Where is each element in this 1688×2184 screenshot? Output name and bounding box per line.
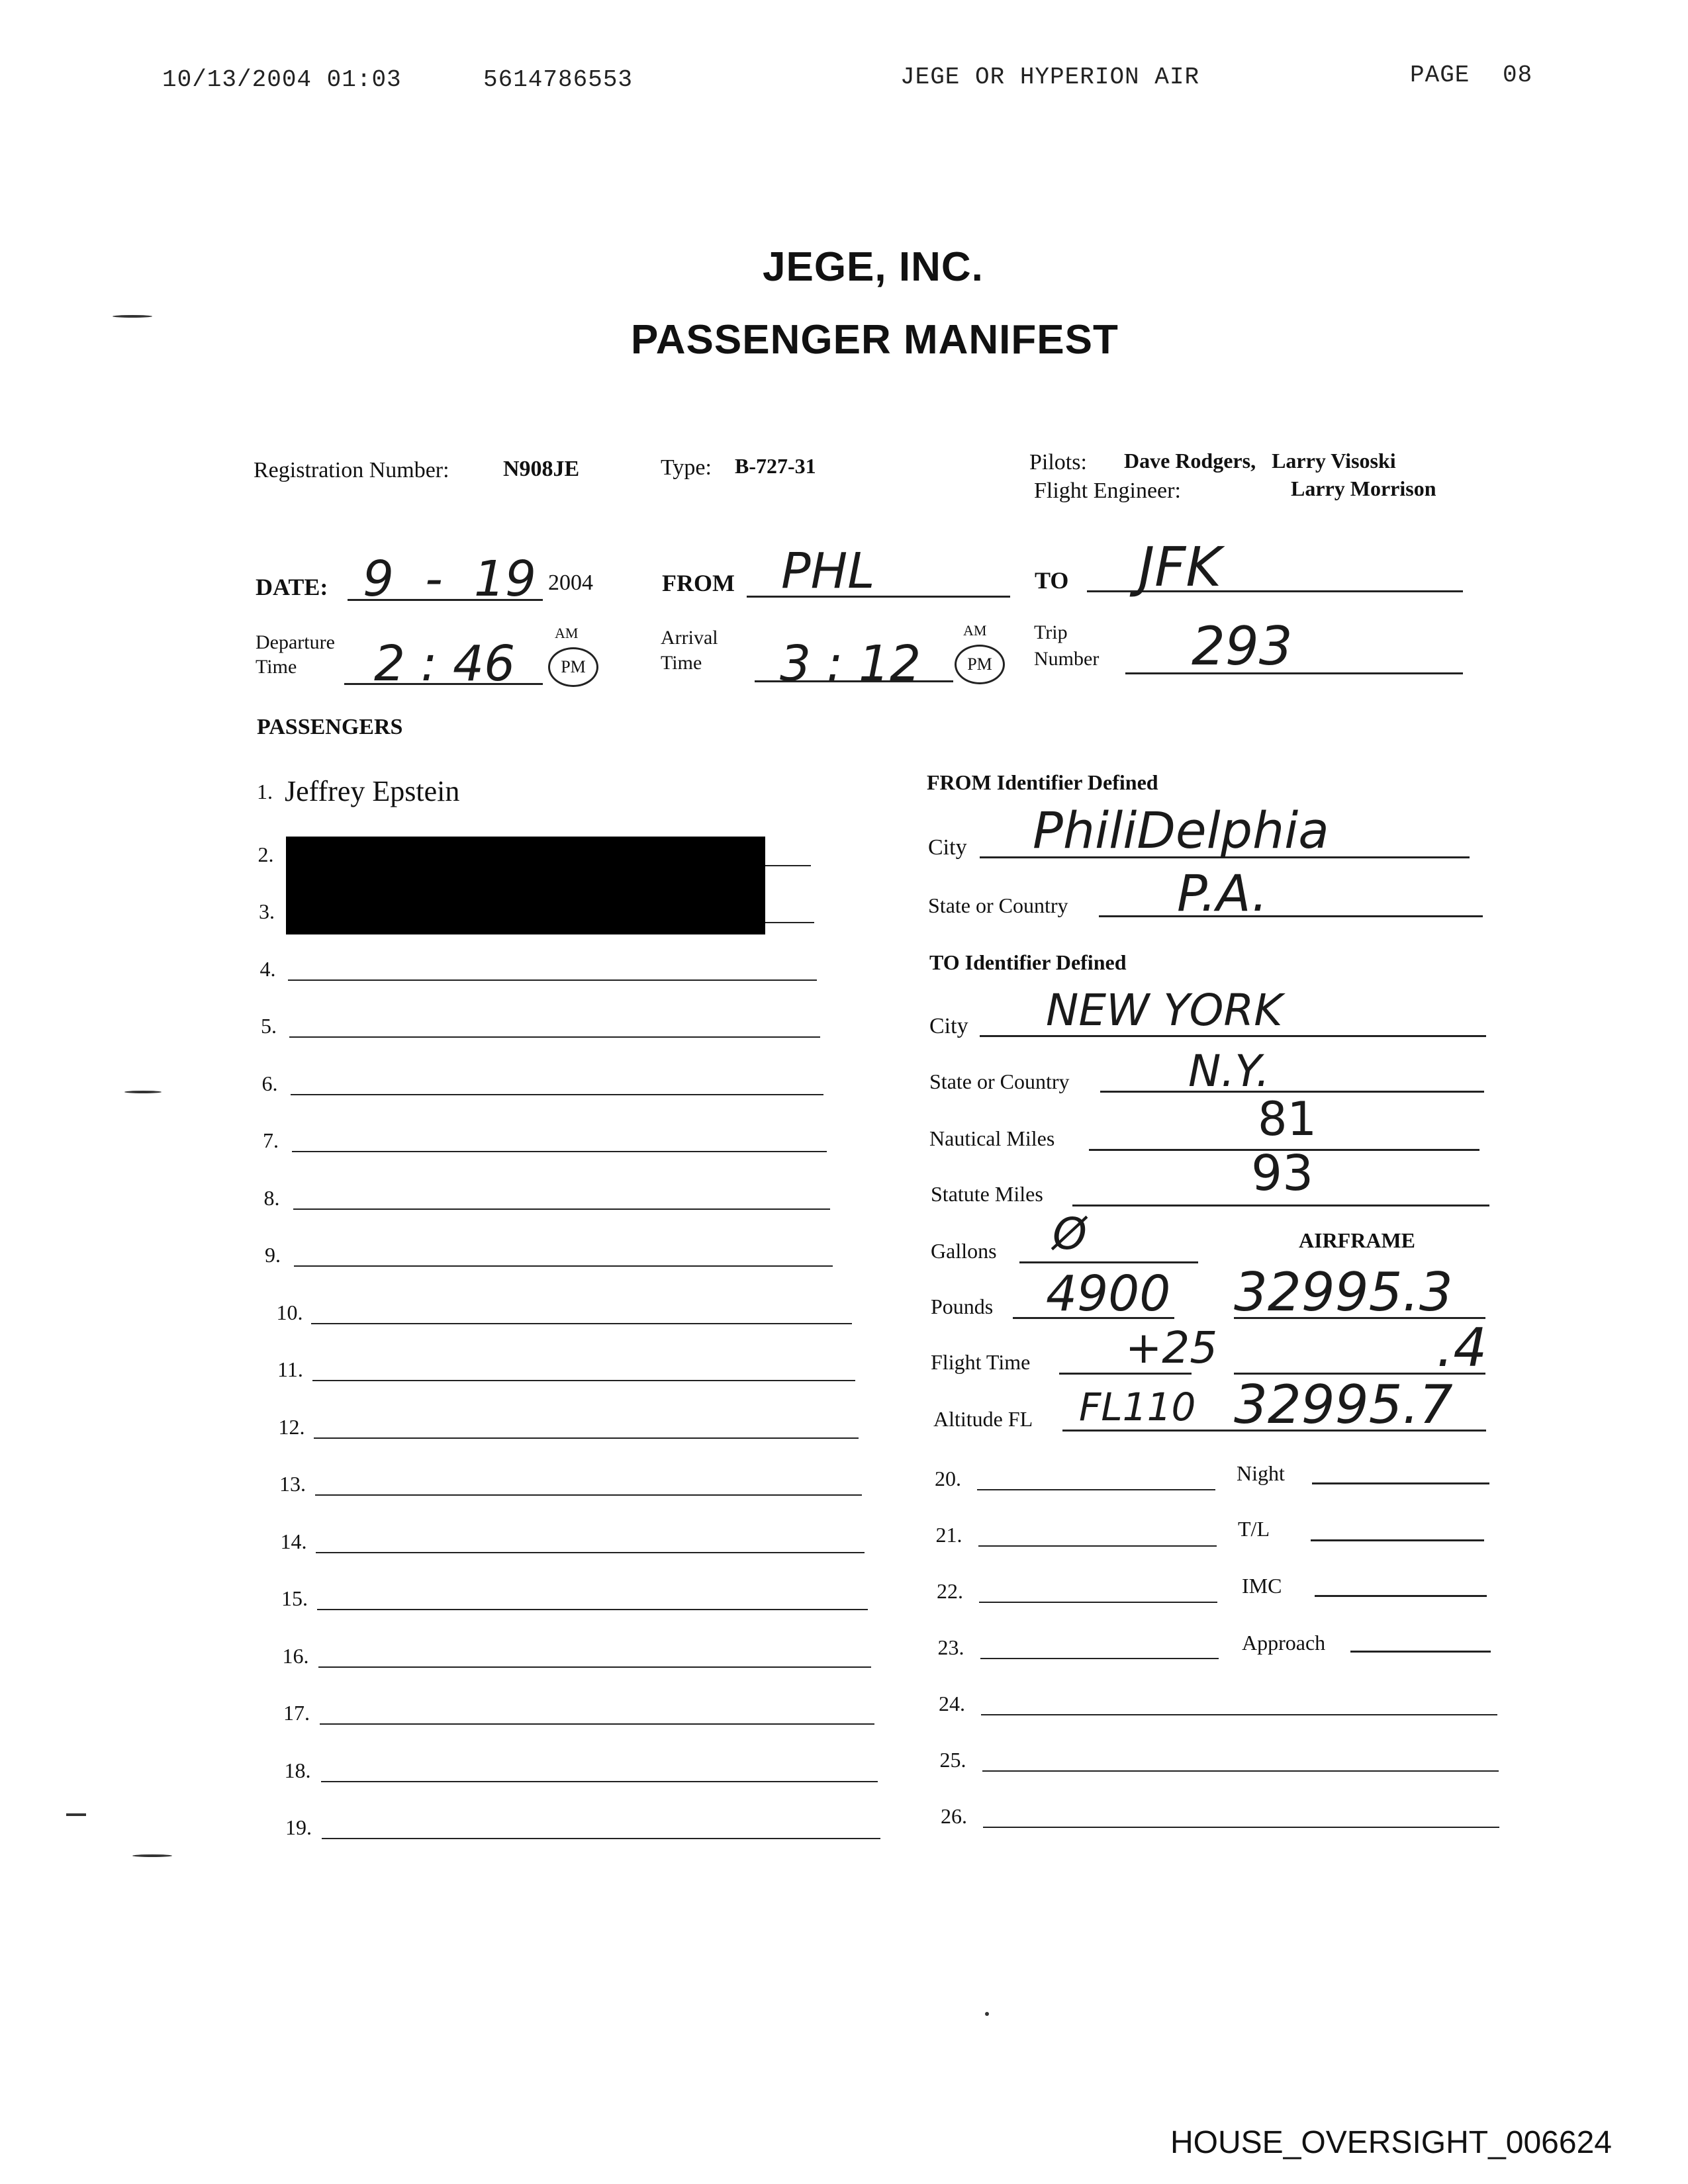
date-year: 2004 <box>548 570 593 595</box>
fax-page-number: 08 <box>1503 62 1533 89</box>
to-state-value: N.Y. <box>1188 1046 1270 1097</box>
passenger-number: 11. <box>277 1357 303 1381</box>
flight-time-value: +25 <box>1125 1322 1218 1373</box>
altitude-value: FL110 <box>1079 1385 1196 1430</box>
passenger-number: 13. <box>279 1472 306 1496</box>
right-row-number: 22. <box>937 1579 963 1603</box>
from-state-value: P.A. <box>1177 864 1268 923</box>
passenger-number: 12. <box>278 1415 305 1439</box>
pilots-value: Dave Rodgers, Larry Visoski <box>1124 449 1396 473</box>
passenger-number: 15. <box>281 1586 308 1610</box>
passenger-line <box>288 979 817 981</box>
tl-line <box>1311 1539 1484 1541</box>
passengers-heading: PASSENGERS <box>257 715 403 739</box>
arrival-value: 3 : 12 <box>780 635 921 692</box>
passenger-number: 4. <box>259 957 276 981</box>
statute-value: 93 <box>1251 1145 1314 1202</box>
passenger-number: 5. <box>261 1014 277 1038</box>
passenger-line <box>322 1838 880 1839</box>
to-label: TO <box>1035 567 1069 594</box>
arrival-pm-circle <box>955 645 1005 684</box>
altitude-label: Altitude FL <box>933 1407 1033 1431</box>
pounds-label: Pounds <box>931 1295 994 1318</box>
passenger-line <box>289 1036 820 1038</box>
right-row-line <box>981 1714 1497 1715</box>
departure-pm: PM <box>561 657 586 676</box>
right-row-line <box>978 1545 1217 1547</box>
pounds-value: 4900 <box>1046 1265 1171 1322</box>
passenger-line <box>316 1552 865 1553</box>
right-row-line <box>983 1827 1499 1828</box>
passenger-number: 8. <box>263 1186 280 1210</box>
fax-page-label: PAGE <box>1410 62 1470 89</box>
departure-label-1: Departure <box>256 631 335 653</box>
passenger-number: 18. <box>284 1758 311 1782</box>
type-label: Type: <box>661 455 712 480</box>
approach-line <box>1350 1651 1491 1653</box>
type-value: B-727-31 <box>735 454 816 478</box>
to-state-label: State or Country <box>929 1069 1070 1093</box>
passenger-line <box>314 1437 859 1439</box>
passenger-line <box>294 1265 833 1267</box>
from-label: FROM <box>662 570 735 596</box>
departure-pm-circle <box>548 647 598 687</box>
passenger-number: 6. <box>261 1071 278 1095</box>
passenger-number: 7. <box>263 1128 279 1152</box>
airframe-1-value: 32995.3 <box>1234 1261 1453 1323</box>
scan-mark <box>66 1813 86 1816</box>
flight-engineer-value: Larry Morrison <box>1291 477 1436 500</box>
passenger-number: 1. <box>257 780 273 803</box>
flight-time-label: Flight Time <box>931 1350 1031 1374</box>
passenger-line <box>315 1494 862 1496</box>
trip-line <box>1125 672 1463 674</box>
date-label: DATE: <box>256 574 328 600</box>
departure-am: AM <box>555 625 579 641</box>
trip-label-2: Number <box>1034 648 1100 670</box>
passenger-name: Jeffrey Epstein <box>285 775 460 807</box>
right-row-number: 21. <box>935 1523 962 1547</box>
right-row-number: 26. <box>941 1804 967 1828</box>
scan-mark <box>985 2012 989 2016</box>
scan-mark <box>113 315 152 318</box>
to-city-label: City <box>929 1014 968 1038</box>
fax-sender: JEGE OR HYPERION AIR <box>900 64 1200 91</box>
company-title: JEGE, INC. <box>763 244 984 290</box>
passenger-line <box>321 1781 878 1782</box>
passenger-line <box>291 1094 823 1095</box>
to-identifier-heading: TO Identifier Defined <box>929 950 1127 974</box>
from-city-label: City <box>928 835 967 860</box>
airframe-3-value: 32995.7 <box>1234 1374 1453 1435</box>
flight-engineer-label: Flight Engineer: <box>1034 478 1181 503</box>
right-row-number: 24. <box>939 1692 965 1715</box>
right-row-number: 20. <box>935 1467 961 1490</box>
nautical-value: 81 <box>1258 1092 1317 1146</box>
bates-number: HOUSE_OVERSIGHT_006624 <box>1170 2125 1612 2160</box>
scan-mark <box>132 1854 172 1857</box>
document-title: PASSENGER MANIFEST <box>631 317 1119 363</box>
passenger-line <box>312 1380 855 1381</box>
scan-mark <box>124 1091 162 1093</box>
arrival-label-2: Time <box>661 652 702 674</box>
passenger-line <box>292 1151 827 1152</box>
statute-label: Statute Miles <box>931 1182 1043 1206</box>
airframe-label: AIRFRAME <box>1299 1228 1415 1252</box>
passenger-number: 14. <box>280 1529 307 1553</box>
tl-label: T/L <box>1238 1517 1270 1541</box>
passenger-line <box>317 1609 868 1610</box>
passenger-line <box>320 1723 874 1725</box>
passenger-number: 10. <box>276 1300 303 1324</box>
departure-label-2: Time <box>256 656 297 678</box>
right-row-number: 23. <box>937 1635 964 1659</box>
arrival-label-1: Arrival <box>661 627 718 649</box>
passenger-line <box>311 1323 852 1324</box>
gallons-value: Ø <box>1053 1208 1087 1259</box>
from-state-label: State or Country <box>928 893 1068 917</box>
passenger-number: 2. <box>258 842 274 866</box>
from-city-value: PhiliDelphia <box>1033 801 1329 860</box>
fax-datetime: 10/13/2004 01:03 <box>162 66 402 93</box>
passenger-number: 17. <box>283 1701 310 1725</box>
night-label: Night <box>1237 1461 1285 1485</box>
to-city-value: NEW YORK <box>1046 985 1283 1036</box>
redaction-block <box>286 837 765 934</box>
passenger-line <box>318 1666 871 1668</box>
passenger-line <box>293 1208 830 1210</box>
registration-label: Registration Number: <box>254 458 449 482</box>
pilots-label: Pilots: <box>1029 450 1087 475</box>
statute-line <box>1072 1205 1489 1206</box>
right-row-line <box>980 1658 1219 1659</box>
night-line <box>1312 1482 1489 1484</box>
gallons-label: Gallons <box>931 1239 997 1263</box>
trip-value: 293 <box>1192 615 1293 677</box>
date-handwritten: 9 - 19 <box>363 551 537 608</box>
registration-value: N908JE <box>503 457 580 481</box>
right-row-number: 25. <box>939 1748 966 1772</box>
from-state-line <box>1099 915 1483 917</box>
from-value: PHL <box>781 543 875 600</box>
from-identifier-heading: FROM Identifier Defined <box>927 770 1158 794</box>
arrival-pm: PM <box>967 655 992 674</box>
passenger-number: 9. <box>265 1243 281 1267</box>
approach-label: Approach <box>1242 1631 1326 1655</box>
fax-phone: 5614786553 <box>483 66 633 93</box>
departure-value: 2 : 46 <box>374 635 516 692</box>
trip-label-1: Trip <box>1034 621 1068 643</box>
right-row-line <box>979 1602 1217 1603</box>
right-row-line <box>982 1770 1499 1772</box>
gallons-line <box>1019 1261 1198 1263</box>
nautical-label: Nautical Miles <box>929 1126 1055 1150</box>
right-row-line <box>977 1489 1215 1490</box>
passenger-number: 16. <box>282 1644 309 1668</box>
passenger-number: 19. <box>285 1815 312 1839</box>
arrival-am: AM <box>963 622 987 639</box>
airframe-2-value: .4 <box>1436 1317 1487 1379</box>
passenger-number: 3. <box>259 899 275 923</box>
imc-label: IMC <box>1242 1574 1282 1598</box>
imc-line <box>1315 1595 1487 1597</box>
to-value: JFK <box>1139 536 1222 599</box>
